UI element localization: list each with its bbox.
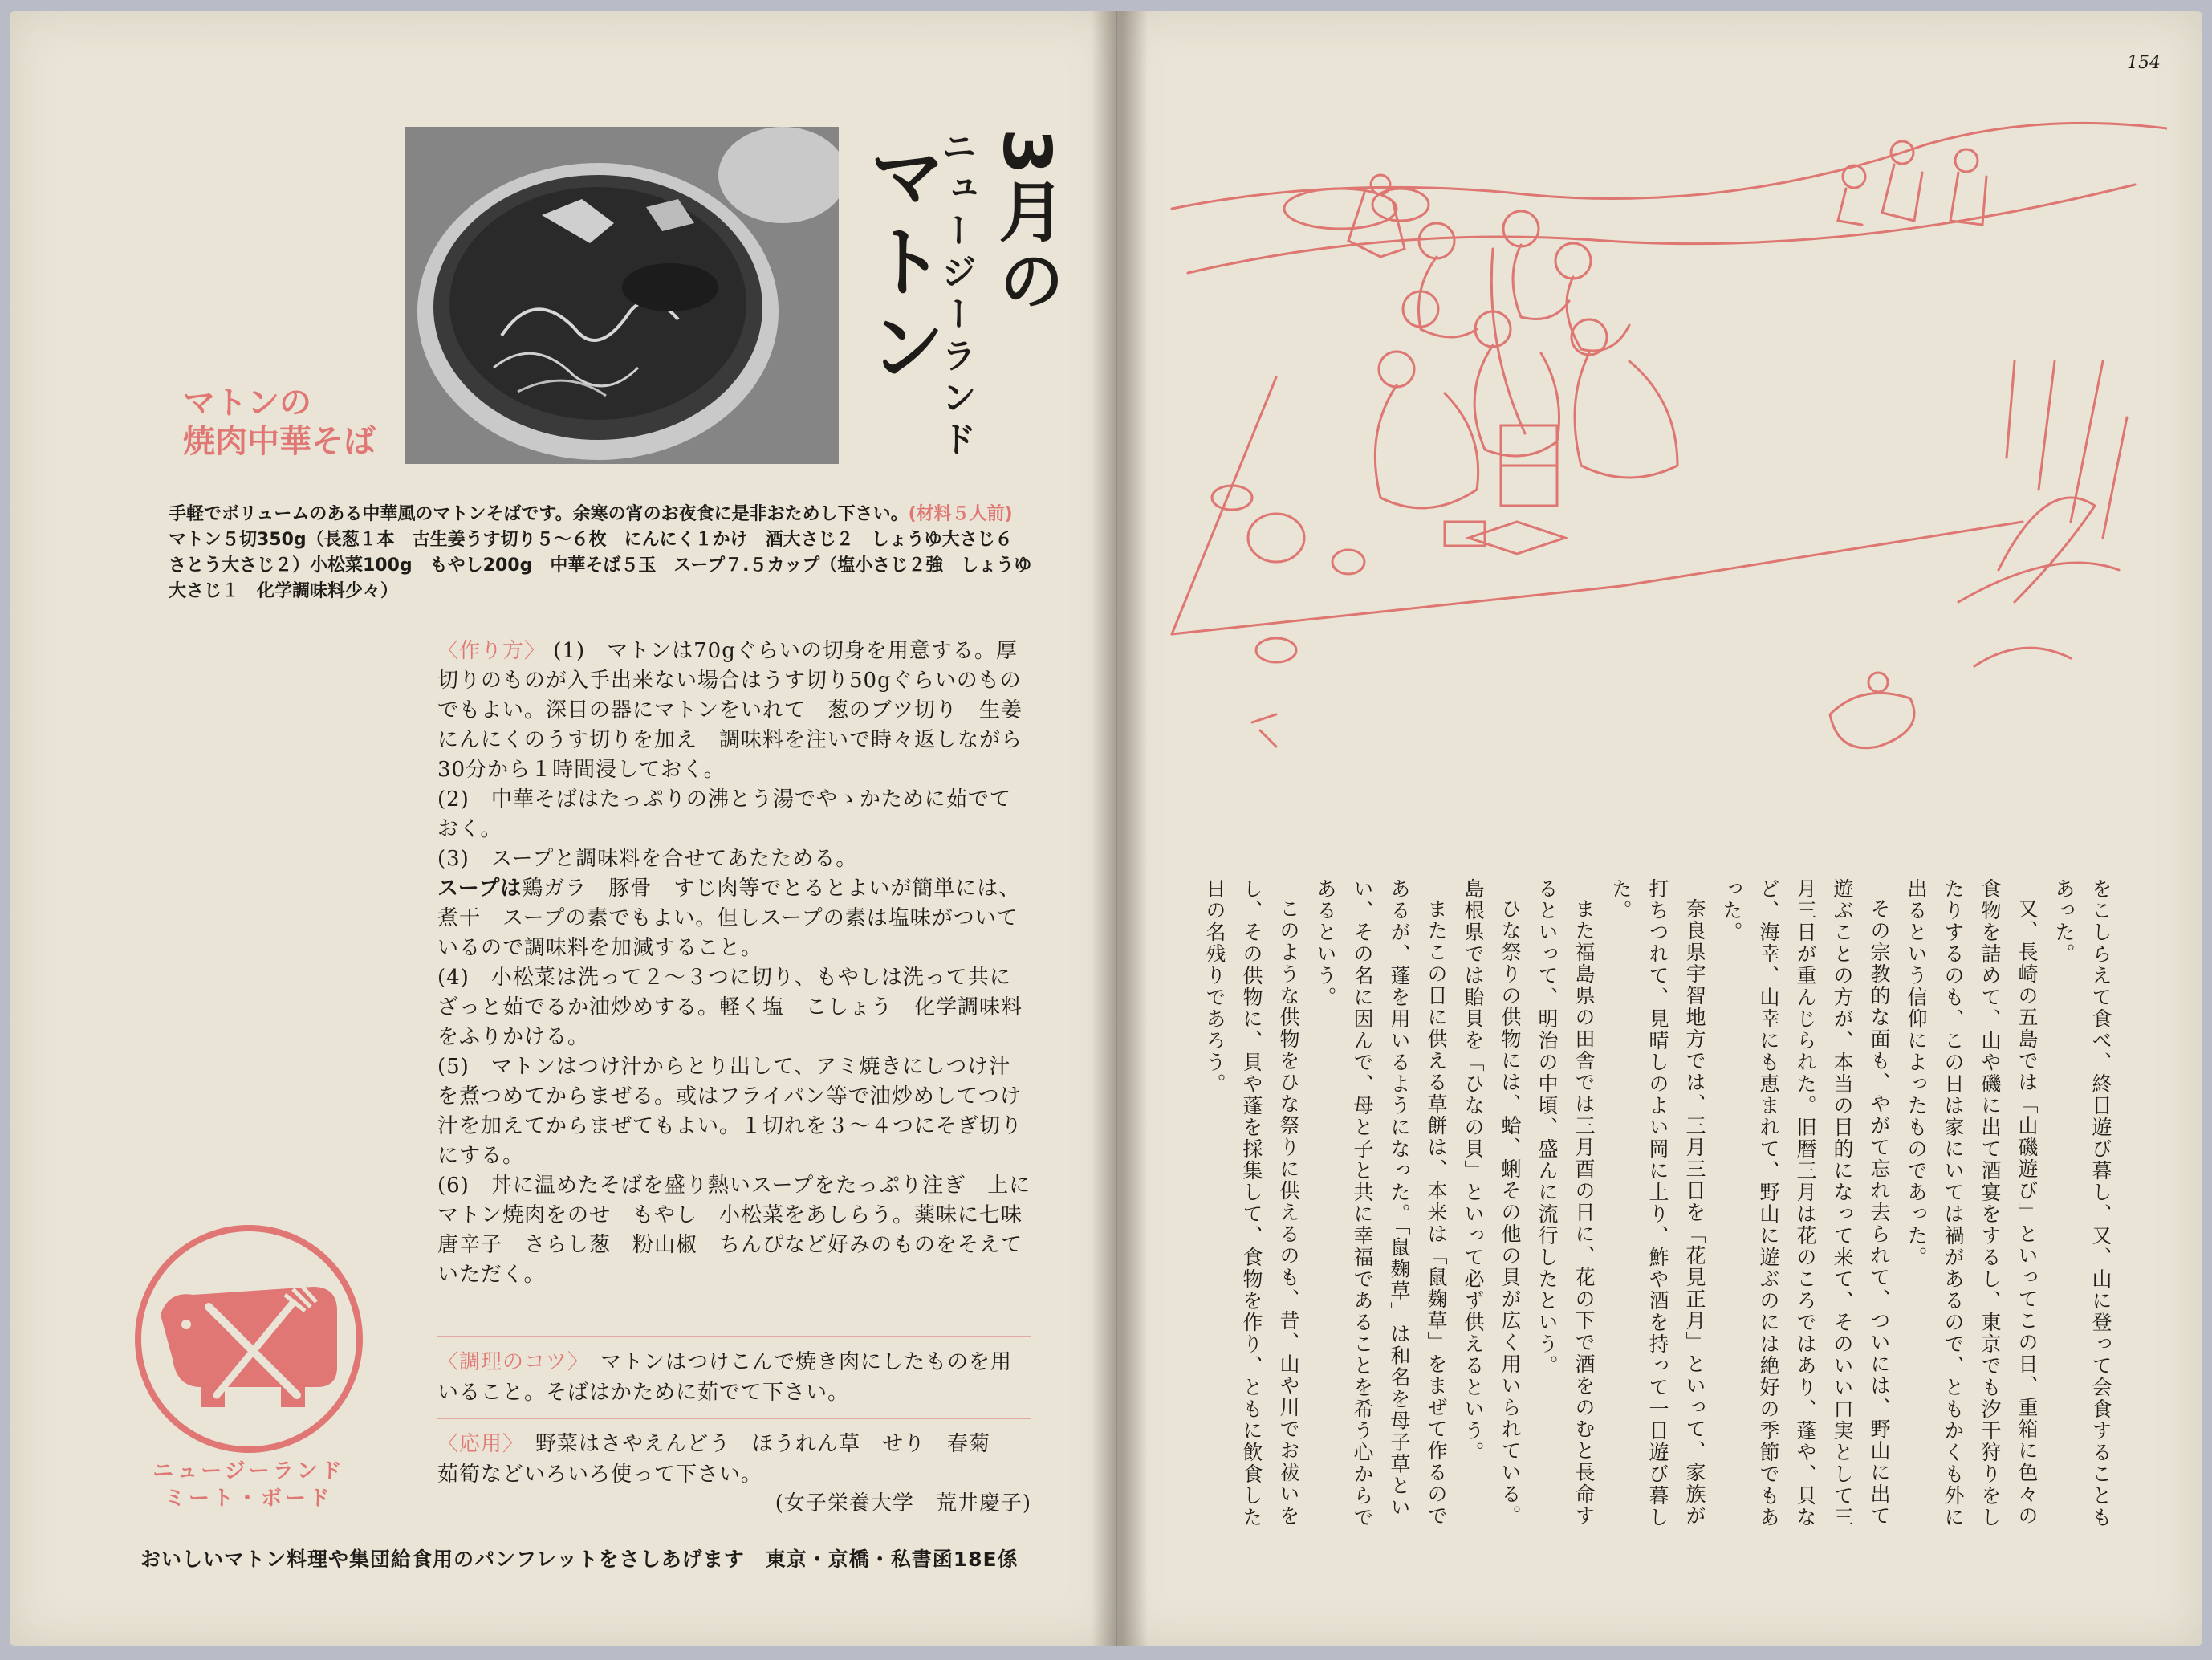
title-month: 3月の [988,128,1064,316]
method-step-5: (5) マトンはつけ汁からとり出して、アミ焼きにしつけ汁を煮つめてからまぜる。或はフライパン等で油炒めしてつけ汁を加えてからまぜてもよい。１切れを３～４つにそぎ切りにする。 [437,1055,1023,1168]
essay-paragraph: このような供物をひな祭りに供えるのも、昔、山や川でお祓いをし、その供物に、貝や蓬を採集して、食物を作り、ともに飲食した日の名残りであろう。 [1203,878,1300,1528]
essay-paragraph: また福島県の田舎では三月酉の日に、花の下で酒をのむと長命するといって、明治の中頃、盛んに流行したという。 [1535,878,1596,1527]
essay-paragraph: またこの日に供える草餅は、本来は「鼠麹草」をまぜて作るのであるが、蓬を用いるようになった。「鼠麹草」は和名を母子草といい、その名に因んで、母と子と共に幸福であることを希う心からであるという。 [1314,878,1448,1528]
method-step-6: (6) 丼に温めたそばを盛り熱いスープをたっぷり注ぎ 上にマトン焼肉をのせ もやし 小松菜をあしらう。薬味に七味唐辛子 さらし葱 粉山椒 ちんぴなど好みのものをそえていただく。 [437,1174,1031,1287]
servings-label: (材料５人前) [908,504,1013,524]
application-text: 野菜はさやえんどう ほうれん草 せり 春菊 茹筍などいろいろ使って下さい。 [437,1432,1013,1487]
essay-paragraph: 又、長崎の五島では「山磯遊び」といってこの日、重箱に色々の食物を詰めて、山や磯に出て酒宴をするし、東京でも汐干狩りをしたりするのも、この日は家にいては禍があるので、ともかくも外に出るという信仰によったものであった。 [1905,878,2039,1528]
method-step-4: (4) 小松菜は洗って２～３つに切り、もやしは洗って共にざっと茹でるか油炒めする。軽く塩 こしょう 化学調味料をふりかける。 [437,966,1023,1049]
tips-text: マトンはつけこんで焼き肉にしたものを用いること。そばはかために茹でて下さい。 [437,1350,1013,1405]
tips-label: 〈調理のコツ〉 [437,1350,579,1374]
recipe-intro [169,502,1043,604]
divider [437,1336,1031,1337]
essay-paragraph: ひな祭りの供物には、蛤、蜊その他の貝が広く用いられている。島根県では貽貝を「ひなの貝」といって必ず供えるという。 [1462,878,1522,1527]
soup-note: スープは鶏ガラ 豚骨 すじ肉等でとるとよいが簡単には、煮干 スープの素でもよい。但しスープの素は塩味がついているので調味料を加減すること。 [437,877,1021,960]
method-step-1: 〈作り方〉 (1) マトンは70gぐらいの切身を用意する。厚切りのものが入手出来ない場合はうす切り50gぐらいのものでもよい。深目の器にマトンをいれて 葱のブツ切り 生姜 にんにくのうす切りを加え 調味料を注いで時々返しながら30分から１時間浸しておく。 [437,639,1045,782]
dish-title-line2: 焼肉中華そば [183,423,376,460]
essay-paragraph: その宗教的な面も、やがて忘れ去られて、ついには、野山に出て遊ぶことの方が、本当の目的になって来て、そのいい口実として三月三日が重んじられた。旧暦三月は花のころではあり、蓬や、貝など、海幸、山幸にも恵まれて、野山に遊ぶのには絶好の季節でもあった。 [1720,878,1891,1528]
title-country: ニュージーランド [935,128,976,462]
author-credit: (女子栄養大学 荒井慶子) [775,1491,1031,1516]
method-step-3: (3) スープと調味料を合せてあたためる。 [437,847,858,871]
method-step-2: (2) 中華そばはたっぷりの沸とう湯でやゝかために茹でておく。 [437,787,1011,841]
hinamatsuri-picnic-illustration [1156,88,2167,827]
book-gutter [1092,11,1148,1646]
variations [437,1429,1031,1490]
dish-photo [405,127,839,464]
page-number: 154 [2127,53,2161,73]
intro-text: 手軽でボリュームのある中華風のマトンそばです。余寒の宵のお夜食に是非おためし下さい。 [169,504,909,524]
ingredients-list: マトン５切350g（長葱１本 古生姜うす切り５～６枚 にんにく１かけ 酒大さじ２ しょうゆ大さじ６ さとう大さじ２）小松菜100g もやし200g 中華そば５玉 スープ７.５カップ（塩小さじ２強 しょうゆ大さじ１ 化学調味料少々） [169,530,1032,601]
hinamatsuri-essay [1172,878,2119,1536]
dish-title-line1: マトンの [183,384,311,421]
meat-board-name: ニュージーランド ミート・ボード [152,1459,345,1511]
recipe-method [437,637,1045,1290]
meat-board-logo [128,1219,369,1459]
soup-label: スープは [437,877,523,901]
divider [437,1418,1031,1419]
footer-offer: おいしいマトン料理や集団給食用のパンフレットをさしあげます 東京・京橋・私書函18E係 [140,1548,1019,1571]
application-label: 〈応用〉 [437,1432,514,1456]
essay-paragraph: 奈良県宇智地方では、三月三日を「花見正月」といって、家族が打ちつれて、見晴しのよい岡に上り、鮓や酒を持って一日遊び暮した。 [1609,878,1706,1528]
dish-title [183,384,424,461]
title-meat: マトン [856,136,946,392]
method-label: 〈作り方〉 [437,639,547,663]
cooking-tips [437,1347,1031,1408]
essay-paragraph: をこしらえて食べ、終日遊び暮し、又、山に登って会食することもあった。 [2052,878,2112,1528]
